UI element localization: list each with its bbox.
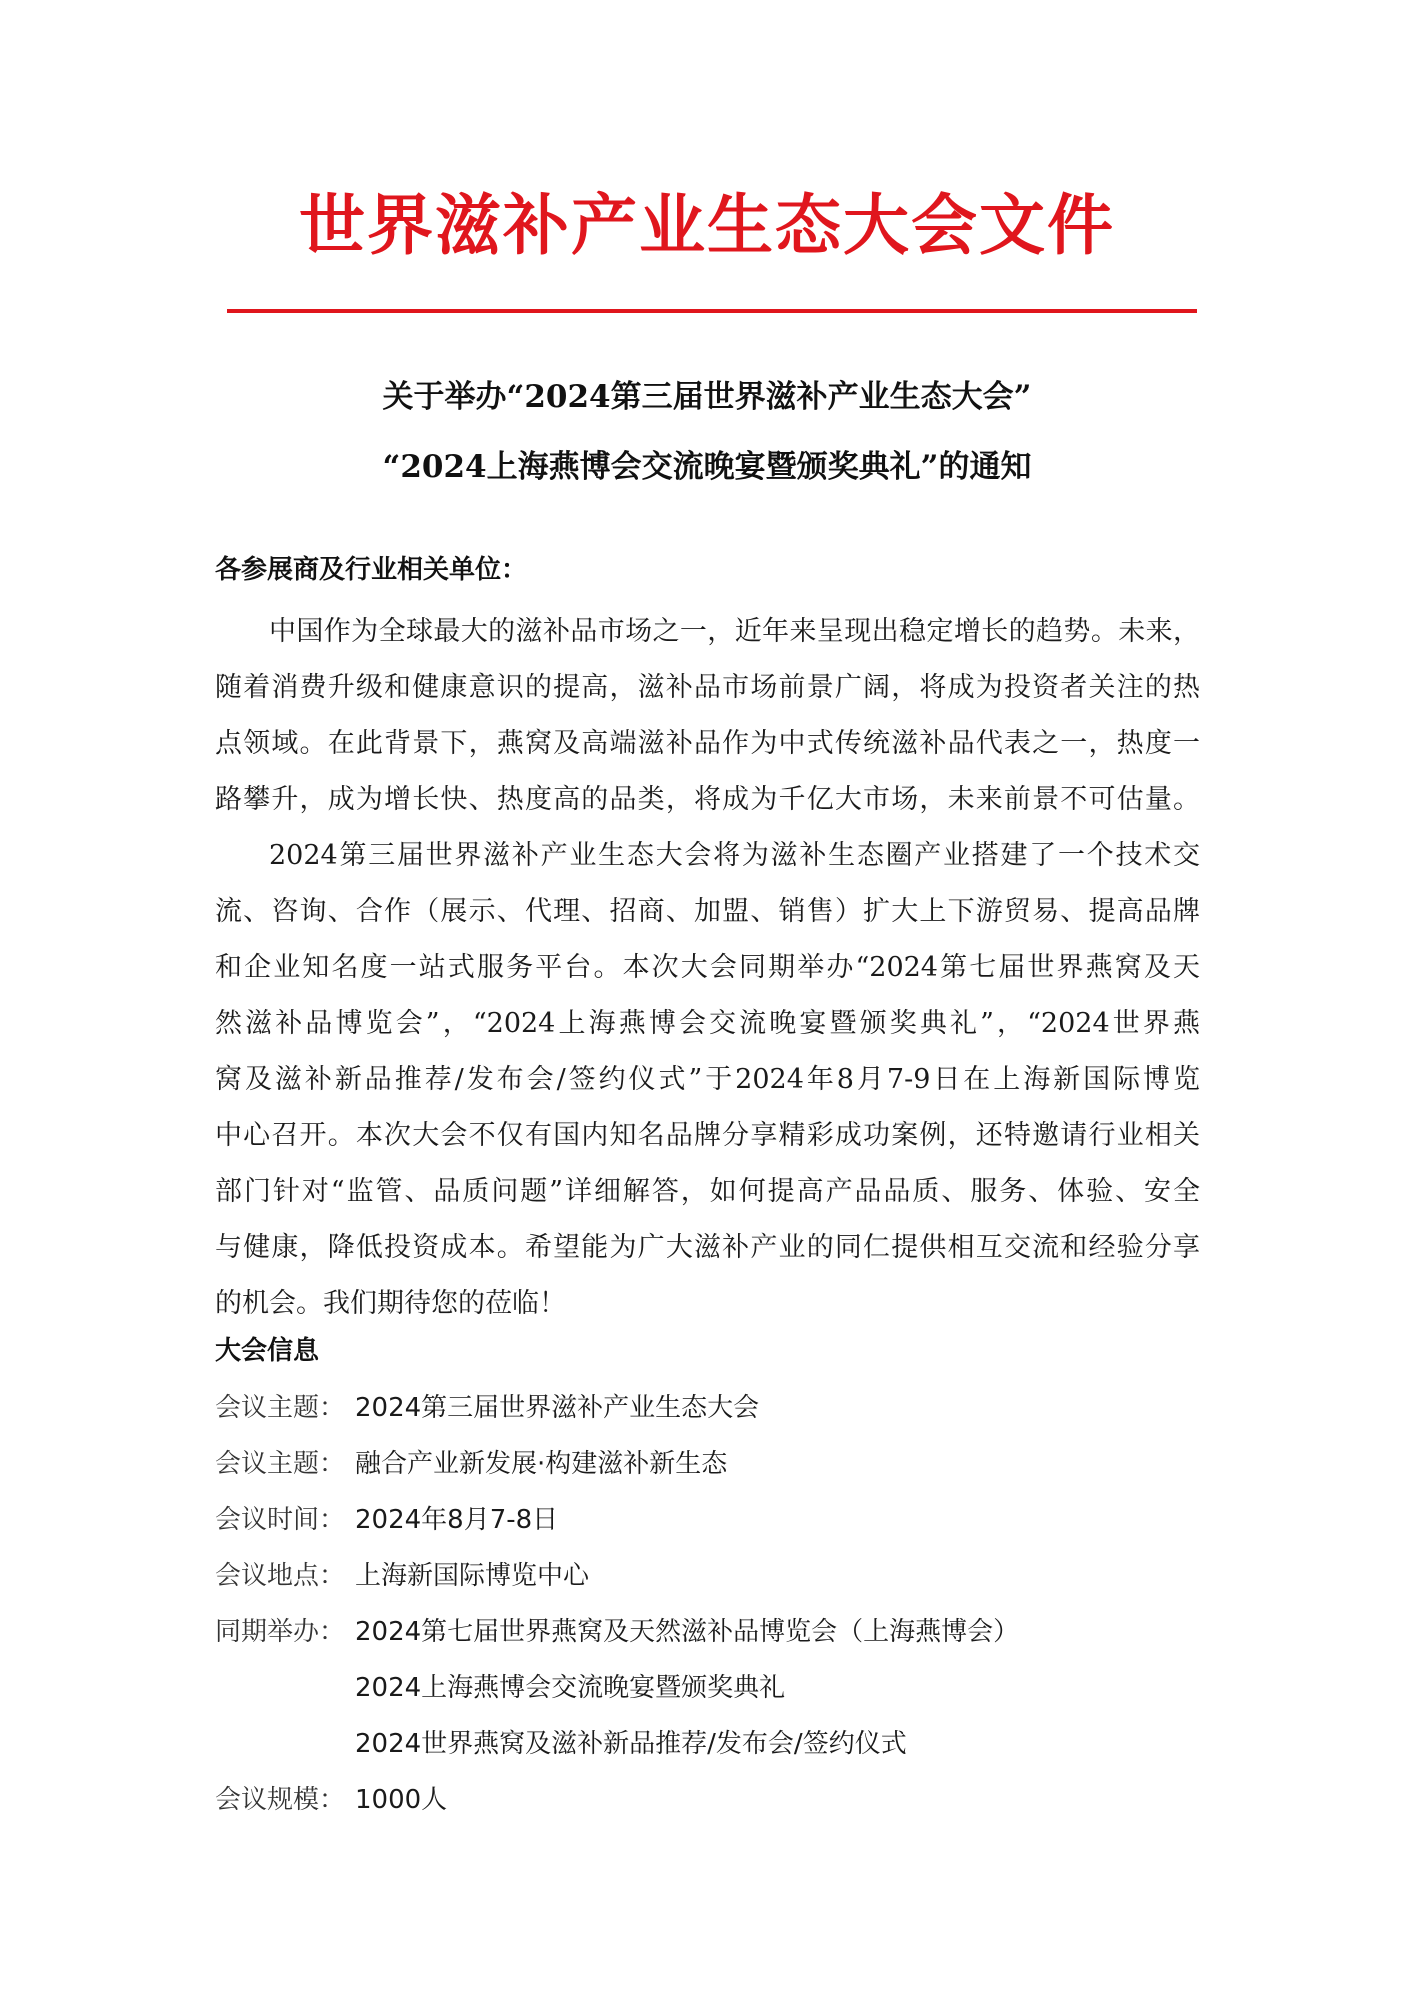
info-label	[215, 1660, 355, 1716]
info-label: 会议主题：	[215, 1393, 346, 1423]
paragraph-line: 和企业知名度一站式服务平台。本次大会同期举办“2024第七届世界燕窝及天	[215, 952, 1200, 983]
info-value: 1000人	[355, 1785, 448, 1815]
info-row-concurrent-event-3	[215, 1716, 1215, 1772]
header-divider	[227, 309, 1197, 313]
info-value: 2024第七届世界燕窝及天然滋补品博览会（上海燕博会）	[355, 1617, 1020, 1647]
info-label: 会议规模：	[215, 1785, 346, 1815]
info-value: 上海新国际博览中心	[355, 1561, 590, 1591]
info-row-location	[215, 1548, 1215, 1604]
info-row-theme	[215, 1380, 1215, 1436]
info-value: 融合产业新发展·构建滋补新生态	[355, 1449, 728, 1479]
paragraph-line: 点领域。在此背景下，燕窝及高端滋补品作为中式传统滋补品代表之一，热度一	[215, 728, 1200, 759]
info-label	[215, 1716, 355, 1772]
paragraph-line: 随着消费升级和健康意识的提高，滋补品市场前景广阔，将成为投资者关注的热	[215, 672, 1200, 703]
paragraph-line: 部门针对“监管、品质问题”详细解答，如何提高产品品质、服务、体验、安全	[215, 1176, 1200, 1207]
info-label: 会议地点：	[215, 1561, 346, 1591]
paragraph-line: 中心召开。本次大会不仅有国内知名品牌分享精彩成功案例，还特邀请行业相关	[215, 1120, 1200, 1151]
paragraph-line: 路攀升，成为增长快、热度高的品类，将成为千亿大市场，未来前景不可估量。	[215, 784, 1200, 815]
salutation: 各参展商及行业相关单位：	[215, 555, 528, 585]
conference-info-heading: 大会信息	[215, 1336, 320, 1366]
info-value: 2024第三届世界滋补产业生态大会	[355, 1393, 760, 1423]
info-row-concurrent-events	[215, 1604, 1215, 1660]
body-paragraph-2	[215, 828, 1200, 1332]
paragraph-line: 的机会。我们期待您的莅临！	[215, 1288, 566, 1319]
body-paragraph-1	[215, 604, 1200, 828]
info-row-scale	[215, 1772, 1215, 1828]
paragraph-line: 窝及滋补新品推荐/发布会/签约仪式”于2024年8月7-9日在上海新国际博览	[215, 1064, 1200, 1095]
notice-title-line-1: 关于举办“2024第三届世界滋补产业生态大会”	[382, 379, 1032, 415]
paragraph-line: 流、咨询、合作（展示、代理、招商、加盟、销售）扩大上下游贸易、提高品牌	[215, 896, 1200, 927]
notice-title-line-2: “2024上海燕博会交流晚宴暨颁奖典礼”的通知	[382, 449, 1032, 485]
info-row-concurrent-event-2	[215, 1660, 1215, 1716]
paragraph-line: 中国作为全球最大的滋补品市场之一，近年来呈现出稳定增长的趋势。未来，	[269, 616, 1200, 647]
paragraph-line: 与健康，降低投资成本。希望能为广大滋补产业的同仁提供相互交流和经验分享	[215, 1232, 1200, 1263]
paragraph-line: 然滋补品博览会”，“2024上海燕博会交流晚宴暨颁奖典礼”，“2024世界燕	[215, 1008, 1200, 1039]
info-value: 2024世界燕窝及滋补新品推荐/发布会/签约仪式	[355, 1729, 907, 1759]
info-value: 2024年8月7-8日	[355, 1505, 559, 1535]
info-row-theme-slogan	[215, 1436, 1215, 1492]
document-header-title: 世界滋补产业生态大会文件	[299, 186, 1115, 264]
info-label: 同期举办：	[215, 1617, 346, 1647]
info-value: 2024上海燕博会交流晚宴暨颁奖典礼	[355, 1673, 786, 1703]
info-row-time	[215, 1492, 1215, 1548]
paragraph-line: 2024第三届世界滋补产业生态大会将为滋补生态圈产业搭建了一个技术交	[269, 840, 1200, 871]
info-label: 会议主题：	[215, 1449, 346, 1479]
conference-info-list	[215, 1380, 1215, 1828]
info-label: 会议时间：	[215, 1505, 346, 1535]
